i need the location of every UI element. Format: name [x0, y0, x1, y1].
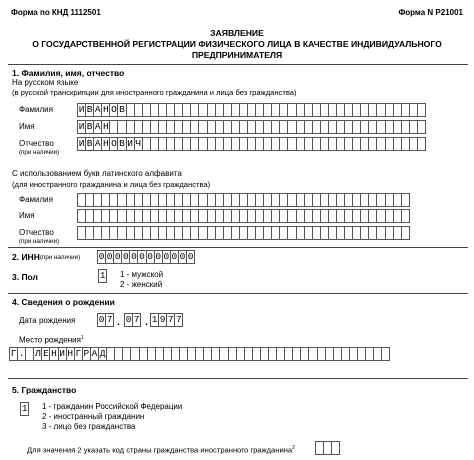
- char-cell: [381, 347, 390, 361]
- name-field[interactable]: [77, 120, 425, 134]
- char-cell: Ч: [135, 138, 142, 149]
- char-cell: Г: [75, 348, 82, 359]
- latin-patronymic-note: (при наличии): [19, 238, 60, 245]
- char-cell: Н: [102, 138, 109, 149]
- char-cell: Н: [102, 104, 109, 115]
- inn-note: (при наличии): [40, 254, 81, 261]
- document-title: ЗАЯВЛЕНИЕ: [210, 28, 264, 38]
- char-cell: [417, 137, 426, 151]
- char-cell: О: [111, 104, 117, 115]
- latin-patronymic-label: Отчество: [19, 228, 54, 237]
- char-cell: 0: [131, 251, 137, 262]
- char-cell: 1: [99, 270, 106, 281]
- char-cell: А: [94, 138, 101, 149]
- char-cell: 0: [98, 314, 105, 325]
- char-cell: 9: [159, 314, 166, 325]
- char-cell: В: [86, 121, 93, 132]
- char-cell: О: [111, 138, 117, 149]
- birth-month-field[interactable]: [124, 313, 140, 327]
- document-title-line2: О ГОСУДАРСТВЕННОЙ РЕГИСТРАЦИИ ФИЗИЧЕСКОГО ЛИЦА В КАЧЕСТВЕ ИНДИВИДУАЛЬНОГО: [32, 39, 442, 49]
- char-cell: А: [91, 348, 98, 359]
- char-cell: 0: [163, 251, 170, 262]
- latin-surname-field[interactable]: [77, 193, 409, 207]
- char-cell: 1: [21, 403, 28, 414]
- char-cell: Р: [83, 348, 90, 359]
- citizenship-option-rf: 1 - гражданин Российской Федерации: [42, 402, 183, 411]
- birth-date-label: Дата рождения: [19, 316, 76, 325]
- divider: [8, 64, 468, 65]
- form-number-label: Форма N Р21001: [398, 8, 463, 17]
- section-1-heading: 1. Фамилия, имя, отчество: [12, 68, 125, 78]
- char-cell: Л: [34, 348, 41, 359]
- char-cell: И: [78, 121, 85, 132]
- char-cell: .: [18, 348, 25, 359]
- citizenship-field[interactable]: [20, 402, 28, 416]
- divider: [8, 247, 468, 248]
- section-3-heading: 3. Пол: [12, 272, 38, 282]
- birth-place-label: Место рождения$^1$: [19, 335, 84, 345]
- country-code-field[interactable]: [315, 441, 339, 455]
- char-cell: 0: [98, 251, 105, 262]
- section-5-heading: 5. Гражданство: [12, 385, 77, 395]
- latin-name-label: Имя: [19, 211, 35, 220]
- latin-subheading: С использованием букв латинского алфавита: [12, 169, 182, 178]
- document-title-line3: ПРЕДПРИНИМАТЕЛЯ: [191, 50, 283, 60]
- date-separator: .: [145, 317, 148, 328]
- char-cell: 0: [106, 251, 113, 262]
- char-cell: [401, 226, 410, 240]
- char-cell: 7: [175, 314, 182, 325]
- russian-note: (в русской транскрипции для иностранного гражданина и лица без гражданства): [12, 88, 297, 97]
- date-separator: .: [117, 317, 120, 328]
- citizenship-option-foreign: 2 - иностранный гражданин: [42, 412, 145, 421]
- char-cell: [417, 103, 426, 117]
- char-cell: 0: [125, 314, 132, 325]
- char-cell: Н: [67, 348, 74, 359]
- char-cell: 0: [155, 251, 162, 262]
- char-cell: В: [86, 104, 93, 115]
- latin-name-field[interactable]: [77, 209, 409, 223]
- gender-option-male: 1 - мужской: [120, 270, 164, 279]
- divider: [8, 378, 468, 379]
- patronymic-field[interactable]: [77, 137, 425, 151]
- char-cell: Д: [99, 348, 106, 359]
- char-cell: 0: [147, 251, 153, 262]
- latin-surname-label: Фамилия: [19, 195, 53, 204]
- char-cell: 7: [133, 314, 140, 325]
- char-cell: 0: [122, 251, 129, 262]
- russian-subheading: На русском языке: [12, 78, 79, 87]
- char-cell: 7: [106, 314, 113, 325]
- char-cell: Е: [43, 348, 49, 359]
- char-cell: [331, 441, 340, 455]
- char-cell: А: [94, 104, 101, 115]
- birth-place-field[interactable]: [9, 347, 389, 361]
- name-label: Имя: [19, 122, 35, 131]
- latin-patronymic-field[interactable]: [77, 226, 409, 240]
- char-cell: 0: [114, 251, 121, 262]
- char-cell: Н: [51, 348, 57, 359]
- char-cell: В: [119, 104, 125, 115]
- section-2-heading: 2. ИНН: [12, 252, 40, 262]
- char-cell: 0: [179, 251, 186, 262]
- char-cell: А: [94, 121, 101, 132]
- surname-label: Фамилия: [19, 105, 53, 114]
- form-code-label: Форма по КНД 1112501: [11, 8, 101, 17]
- char-cell: [417, 120, 426, 134]
- char-cell: И: [78, 138, 85, 149]
- char-cell: [401, 209, 410, 223]
- char-cell: 1: [151, 314, 158, 325]
- char-cell: В: [119, 138, 125, 149]
- char-cell: 0: [139, 251, 145, 262]
- gender-field[interactable]: [98, 269, 106, 283]
- surname-field[interactable]: [77, 103, 425, 117]
- char-cell: [401, 193, 410, 207]
- patronymic-label: Отчество: [19, 139, 54, 148]
- citizenship-option-stateless: 3 - лицо без гражданства: [42, 422, 136, 431]
- inn-field[interactable]: [97, 250, 194, 264]
- char-cell: 0: [171, 251, 178, 262]
- char-cell: 0: [187, 251, 194, 262]
- char-cell: И: [127, 138, 133, 149]
- char-cell: 7: [167, 314, 174, 325]
- char-cell: Г: [10, 348, 17, 359]
- gender-option-female: 2 - женский: [120, 280, 163, 289]
- birth-day-field[interactable]: [97, 313, 113, 327]
- divider: [8, 293, 468, 294]
- section-4-heading: 4. Сведения о рождении: [12, 297, 115, 307]
- char-cell: И: [59, 348, 65, 359]
- char-cell: Н: [102, 121, 109, 132]
- char-cell: В: [86, 138, 93, 149]
- birth-year-field[interactable]: [150, 313, 182, 327]
- country-code-label: Для значения 2 указать код страны гражданства иностранного гражданина$^2$: [27, 445, 295, 455]
- patronymic-note: (при наличии): [19, 149, 60, 156]
- char-cell: И: [78, 104, 85, 115]
- latin-note: (для иностранного гражданина и лица без гражданства): [12, 180, 211, 189]
